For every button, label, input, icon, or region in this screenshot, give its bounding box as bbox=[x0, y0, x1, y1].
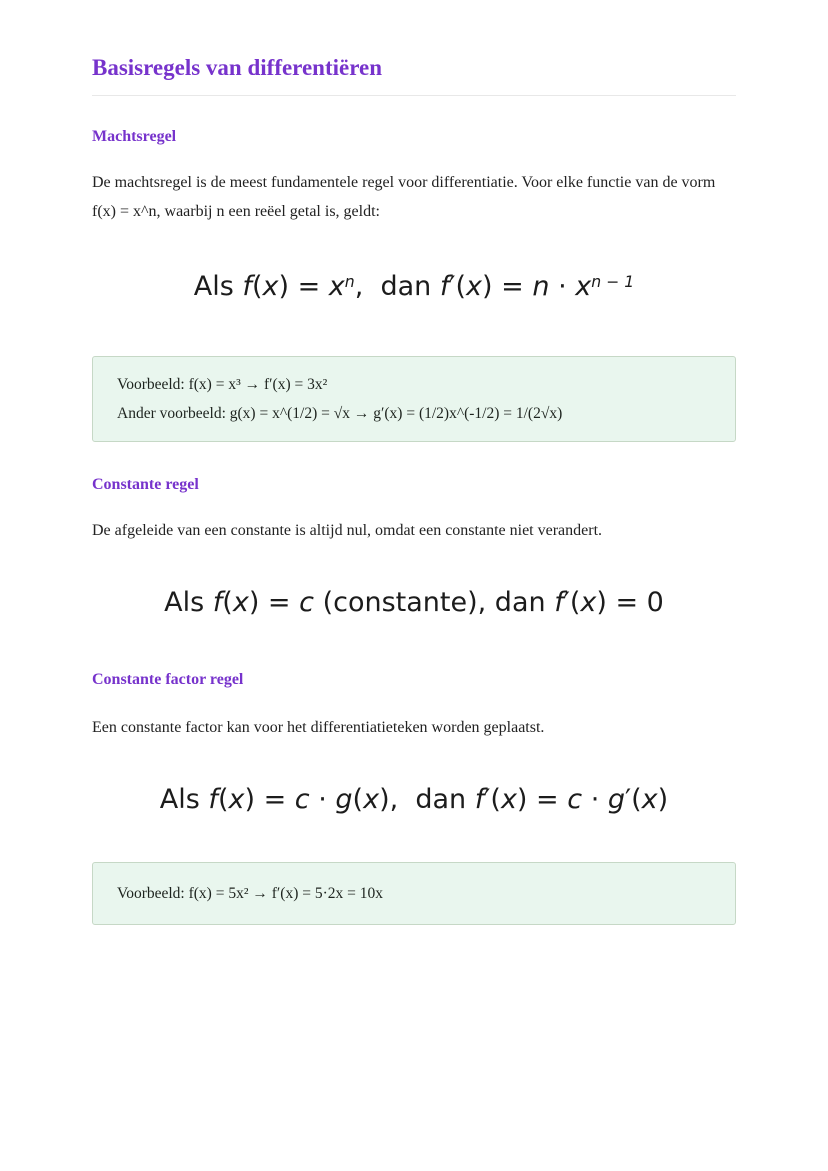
section-body-constante-regel: De afgeleide van een constante is altijd nul, omdat een constante niet verandert. bbox=[92, 522, 603, 540]
example-box-machtsregel bbox=[92, 356, 736, 442]
formula-constante-factor-regel: Als f(x) = c · g(x), dan f′(x) = c · g′(x) bbox=[159, 784, 669, 816]
formula-machtsregel: Als $f(x) = x^n$, dan $f'(x) = n \cdot x^{n - 1}$ bbox=[193, 271, 635, 303]
formula-constante-regel: Als f(x) = c (constante), dan f′(x) = 0 bbox=[164, 587, 664, 619]
section-body-constante-factor-regel: Een constante factor kan voor het differentiatieteken worden geplaatst. bbox=[92, 719, 545, 737]
example-line: Ander voorbeeld: g(x) = x^(1/2) = √x → g′(x) = (1/2)x^(-1/2) = 1/(2√x) bbox=[117, 405, 563, 423]
section-heading-constante-regel: Constante regel bbox=[92, 476, 199, 494]
section-heading-machtsregel: Machtsregel bbox=[92, 128, 177, 145]
example-line: Voorbeeld: f(x) = x³ → f′(x) = 3x² bbox=[117, 376, 328, 394]
section-heading-constante-factor-regel: Constante factor regel bbox=[92, 671, 244, 689]
section-body-machtsregel: De machtsregel is de meest fundamentele regel voor differentiatie. Voor elke functie van de vorm f(x) = x^n, waarbij n een reëel getal is, geldt: bbox=[92, 174, 716, 220]
example-line: Voorbeeld: f(x) = 5x² → f′(x) = 5·2x = 10x bbox=[117, 885, 383, 903]
title-divider bbox=[92, 95, 736, 96]
page-title: Basisregels van differentiëren bbox=[92, 55, 383, 80]
example-box-constante-factor bbox=[92, 862, 736, 925]
